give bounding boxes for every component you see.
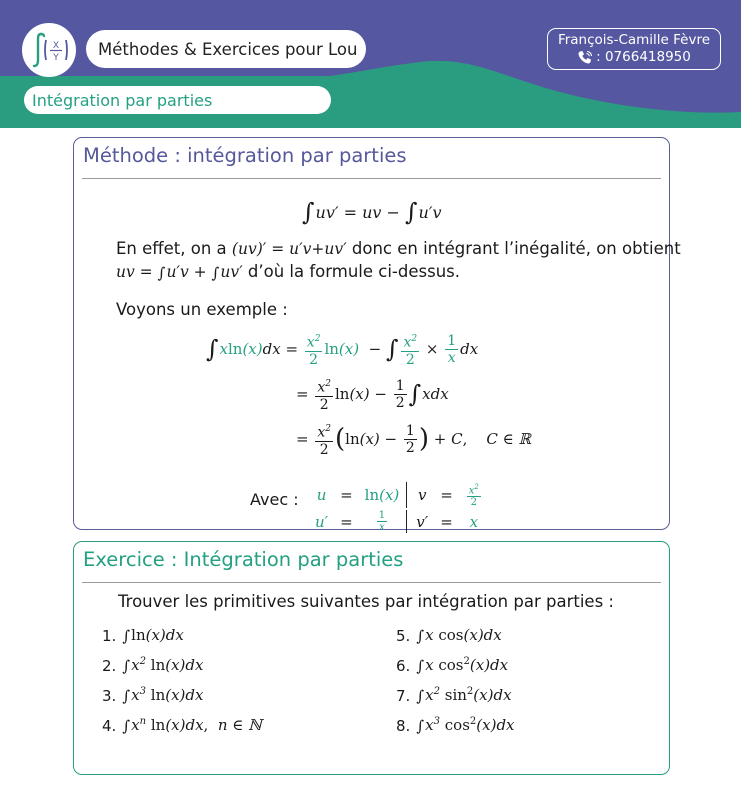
- method-explanation-line-1: En effet, on a (uv)′ = u′v+uv′ donc en intégrant l’inégalité, on obtient: [116, 239, 681, 258]
- page-subtitle: [24, 86, 331, 114]
- exercise-divider: [82, 582, 661, 583]
- exercise-item-5: 5. ∫x cos(x)dx: [396, 626, 502, 645]
- phone-number: : 0766418950: [596, 49, 691, 65]
- method-box: [73, 137, 681, 534]
- exercise-item-1: 1. ∫ln(x)dx: [102, 626, 184, 645]
- logo: [22, 23, 76, 77]
- exercise-item-7: 7. $\int x^2$ $\sin^2(x)dx$: [396, 686, 512, 705]
- exercise-item-6: 6. ∫x $\cos^2(x)dx$: [396, 656, 509, 675]
- substitution-row-2: u′ = $\frac{1}{x}$ v′ = x: [315, 510, 479, 534]
- phone-row: [548, 49, 720, 66]
- example-intro: Voyons un exemple :: [116, 300, 288, 319]
- page-subtitle-text: Intégration par parties: [32, 90, 213, 110]
- example-line-2: = $\frac{x^2}{2}$ ln (x) − $\frac{1}{2}$ ∫ xdx: [296, 377, 449, 413]
- phone-icon: [577, 50, 593, 65]
- page-title-text: Méthodes & Exercices pour Lou: [98, 39, 358, 59]
- exercise-number: 2.: [102, 656, 117, 675]
- exercise-item-3: 3. $\int x^3$ ln(x)dx: [102, 686, 204, 705]
- exercise-number: 7.: [396, 686, 411, 705]
- method-text-1a: En effet, on a: [116, 239, 227, 258]
- contact-card: [547, 28, 721, 70]
- exercise-intro: Trouver les primitives suivantes par intégration par parties :: [118, 592, 614, 611]
- ipp-formula: ∫ uv′ = uv − ∫ u′v: [302, 198, 442, 226]
- avec-label: Avec :: [250, 490, 299, 509]
- exercise-number: 4.: [102, 716, 117, 735]
- exercise-item-4: 4. $\int x^n$ ln(x)dx, n ∈ ℕ: [102, 716, 262, 735]
- example-line-3: = $\frac{x^2}{2}$ ( ln (x) − $\frac{1}{2}$ ) + C , C ∈ ℝ: [296, 422, 531, 458]
- exercise-box: [73, 541, 670, 775]
- method-divider: [82, 178, 661, 179]
- exercise-title: Exercice : Intégration par parties: [83, 548, 404, 571]
- exercise-number: 6.: [396, 656, 411, 675]
- exercise-number: 3.: [102, 686, 117, 705]
- exercise-item-8: 8. $\int x^3$ $\cos^2(x)dx$: [396, 716, 515, 735]
- natural-set-constraint: n ∈ ℕ: [217, 716, 262, 734]
- method-explanation-line-2: uv = ∫u′v + ∫uv′ d’où la formule ci-dessus.: [116, 262, 460, 282]
- exercise-item-2: 2. $\int x^2$ ln(x)dx: [102, 656, 204, 675]
- method-text-1b: donc en intégrant l’inégalité, on obtient: [351, 239, 681, 258]
- svg-text:X: X: [52, 41, 60, 51]
- exercise-number: 5.: [396, 626, 411, 645]
- substitution-table: [308, 480, 490, 535]
- integral-logo-icon: [27, 28, 71, 72]
- exercise-number: 1.: [102, 626, 117, 645]
- real-set-constraint: C ∈ ℝ: [486, 430, 531, 449]
- svg-text:Y: Y: [53, 53, 59, 63]
- exercise-number: 8.: [396, 716, 411, 735]
- method-title: Méthode : intégration par parties: [83, 144, 407, 167]
- example-line-1: ∫ x ln (x) dx = $\frac{x^2}{2}$ ln (x) − ∫ $\frac{x^2}{2}$ × $\frac{1}{x}$ dx: [206, 332, 479, 368]
- page-title: [86, 30, 366, 68]
- author-name: François-Camille Fèvre: [557, 32, 711, 48]
- method-text-2b: d’où la formule ci-dessus.: [247, 262, 460, 281]
- substitution-row-1: u = ln(x) v = $\frac{x^2}{2}$: [316, 483, 479, 509]
